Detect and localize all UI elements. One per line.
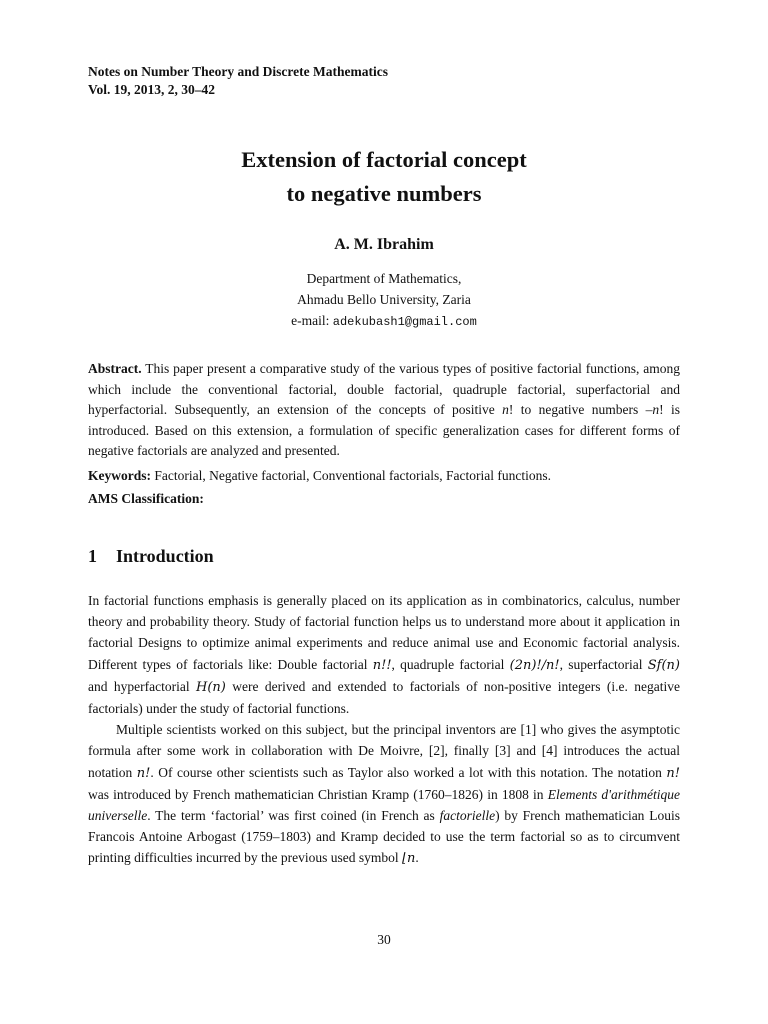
math-quadruple-factorial: (2n)!/n! xyxy=(509,657,560,673)
p2-text-d: . The term ‘factorial’ was first coined (in French as xyxy=(147,808,440,824)
abstract-text-a: This paper present a comparative study of the various types of positive factorial functions, among which include the conventional factorial, double factorial, quadruple factorial, superfactorial and hyperfactorial. Subsequently, an extension of the concepts of positive xyxy=(88,361,680,417)
math-n-factorial-1: n! xyxy=(136,765,151,781)
section-heading xyxy=(88,546,214,567)
author-affiliation xyxy=(0,268,768,333)
journal-volume: Vol. 19, 2013, 2, 30–42 xyxy=(88,82,216,97)
ams-classification: AMS Classification: xyxy=(88,491,204,506)
p1-text-c: , superfactorial xyxy=(559,656,648,672)
p2-text-a: Multiple scientists worked on this subject, but the principal inventors are [1] who gives the asymptotic formula after some work in collaboration with De Moivre, [2], finally [3] and [4] introduces the actual notation xyxy=(88,722,680,780)
section-title: Introduction xyxy=(116,546,214,566)
email-address[interactable]: adekubash1@gmail.com xyxy=(332,315,477,329)
keywords-text: Factorial, Negative factorial, Conventional factorials, Factorial functions. xyxy=(151,468,551,483)
math-n-factorial-2: n! xyxy=(666,765,680,781)
journal-header xyxy=(88,63,388,99)
abstract-n-2: n xyxy=(652,402,660,417)
journal-name: Notes on Number Theory and Discrete Mathematics xyxy=(88,64,388,79)
abstract xyxy=(88,359,680,462)
author-name: A. M. Ibrahim xyxy=(334,236,434,253)
math-superfactorial: Sf(n) xyxy=(647,657,680,673)
p2-text-c: was introduced by French mathematician Christian Kramp (1760–1826) in 1808 in xyxy=(88,786,548,802)
intro-paragraph-1 xyxy=(88,590,680,719)
abstract-label: Abstract. xyxy=(88,361,142,376)
email-label: e-mail: xyxy=(291,313,330,328)
p2-text-b: . Of course other scientists such as Taylor also worked a lot with this notation. The notation xyxy=(150,764,667,780)
title-line-1: Extension of factorial concept xyxy=(241,147,527,172)
p1-text-d: and hyperfactorial xyxy=(88,678,196,694)
paper-title xyxy=(0,143,768,211)
p1-text-e: were derived and extended to factorials of non-positive integers (i.e. negative factorials) under the study of factorial functions. xyxy=(88,678,680,717)
p1-text-b: , quadruple factorial xyxy=(391,656,510,672)
abstract-text-b: ! to negative numbers – xyxy=(508,402,653,417)
abstract-text-c: ! is introduced. Based on this extension, a formulation of specific generalization cases for different forms of negative factorials are analyzed and presented. xyxy=(88,402,680,458)
intro-paragraph-2 xyxy=(88,719,680,869)
book-title: Elements d'arithmétique universelle xyxy=(88,786,680,824)
p2-text-f: . xyxy=(415,850,419,866)
section-number: 1 xyxy=(88,546,97,566)
university: Ahmadu Bello University, Zaria xyxy=(297,292,471,307)
department: Department of Mathematics, xyxy=(306,271,462,286)
french-term: factorielle xyxy=(439,808,496,824)
p2-text-e: ) by French mathematician Louis Francois Antoine Arbogast (1759–1803) and Kramp decided to use the term factorial so as to circumvent printing difficulties incurred by the previous used symbol xyxy=(88,808,680,866)
p1-text-a: In factorial functions emphasis is generally placed on its application as in combinatorics, calculus, number theory and probability theory. Study of factorial function helps us to understand more about it application in factorial Designs to optimize animal experiments and reduce animal use and Economic factorial analysis. Different types of factorials like: Double factorial xyxy=(88,593,680,672)
math-double-factorial: n!! xyxy=(372,657,392,673)
math-old-symbol: ⌊n xyxy=(401,851,416,867)
title-line-2: to negative numbers xyxy=(286,181,482,206)
abstract-n-1: n xyxy=(502,402,509,417)
intro-body xyxy=(88,590,680,870)
email-line xyxy=(0,310,768,333)
math-hyperfactorial: H(n) xyxy=(195,679,226,695)
keywords-label: Keywords: xyxy=(88,468,151,483)
page-number: 30 xyxy=(377,932,391,947)
keywords xyxy=(88,466,680,486)
